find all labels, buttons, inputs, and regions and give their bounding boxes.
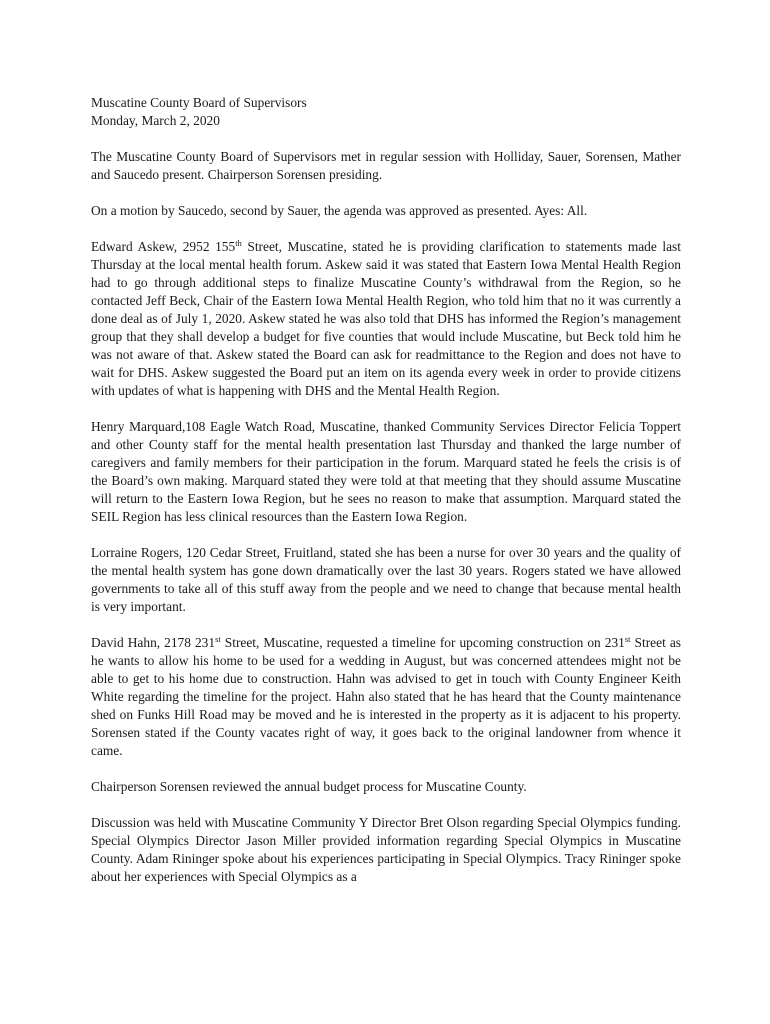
paragraph-hahn-comment — [91, 634, 681, 760]
minutes-body — [91, 94, 681, 886]
text-segment: Street, Muscatine, stated he is providing clarification to statements made last Thursday at the local mental health forum. Askew said it was stated that Eastern Iowa Mental Health Region had to go through additional steps to finalize Muscatine County’s withdrawal from the Region, so he contacted Jeff Beck, Chair of the Eastern Iowa Mental Health Region, who told him that no it was currently a done deal as of July 1, 2020. Askew stated he was also told that DHS has informed the Region’s management group that they shall develop a budget for five counties that would include Muscatine, but Beck told him he was not aware of that. Askew stated the Board can ask for readmittance to the Region and does not have to wait for DHS. Askew suggested the Board put an item on its agenda every week in order to provide citizens with updates of what is happening with DHS and the Mental Health Region. — [91, 239, 681, 398]
paragraph-agenda-approval: On a motion by Saucedo, second by Sauer, the agenda was approved as presented. Ayes: All. — [91, 203, 588, 218]
paragraph-askew-comment — [91, 238, 681, 400]
text-segment: David Hahn, 2178 231 — [91, 635, 216, 650]
document-header — [91, 94, 681, 130]
text-segment: Street, Muscatine, requested a timeline for upcoming construction on 231 — [220, 635, 625, 650]
paragraph-special-olympics: Discussion was held with Muscatine Community Y Director Bret Olson regarding Special Olympics funding. Special Olympics Director Jason Miller provided information regarding Special Olympics in Muscatine County. Adam Rininger spoke about his experiences participating in Special Olympics. Tracy Rininger spoke about her experiences with Special Olympics as a — [91, 815, 681, 884]
text-segment: Street as he wants to allow his home to be used for a wedding in August, but was concerned attendees might not be able to get to his home due to construction. Hahn was advised to get in touch with County Engineer Keith White regarding the timeline for the project. Hahn also stated that he has heard that the County maintenance shed on Funks Hill Road may be moved and he is interested in the property as it is adjacent to his property. Sorensen stated if the County vacates right of way, it goes back to the original landowner from whence it came. — [91, 635, 681, 758]
meeting-date: Monday, March 2, 2020 — [91, 113, 220, 128]
ordinal-suffix: th — [235, 238, 242, 248]
ordinal-suffix: st — [215, 634, 221, 644]
paragraph-budget-review: Chairperson Sorensen reviewed the annual budget process for Muscatine County. — [91, 779, 527, 794]
text-segment: Edward Askew, 2952 155 — [91, 239, 236, 254]
paragraph-rogers-comment: Lorraine Rogers, 120 Cedar Street, Fruitland, stated she has been a nurse for over 30 years and the quality of the mental health system has gone down dramatically over the last 30 years. Rogers stated we have allowed governments to take all of this stuff away from the people and we need to change that because mental health is very important. — [91, 545, 681, 614]
paragraph-session-attendance: The Muscatine County Board of Supervisors met in regular session with Holliday, Sauer, Sorensen, Mather and Saucedo present. Chairperson Sorensen presiding. — [91, 149, 681, 182]
organization-name: Muscatine County Board of Supervisors — [91, 95, 307, 110]
ordinal-suffix: st — [624, 634, 631, 644]
paragraph-marquard-comment: Henry Marquard,108 Eagle Watch Road, Muscatine, thanked Community Services Director Felicia Toppert and other County staff for the mental health presentation last Thursday and thanked the large number of caregivers and family members for their participation in the forum. Marquard stated he feels the crisis is of the Board’s own making. Marquard stated they were told at that meeting that they should assume Muscatine will return to the Eastern Iowa Region, but he sees no reason to make that assumption. Marquard stated the SEIL Region has less clinical resources than the Eastern Iowa Region. — [91, 419, 681, 524]
